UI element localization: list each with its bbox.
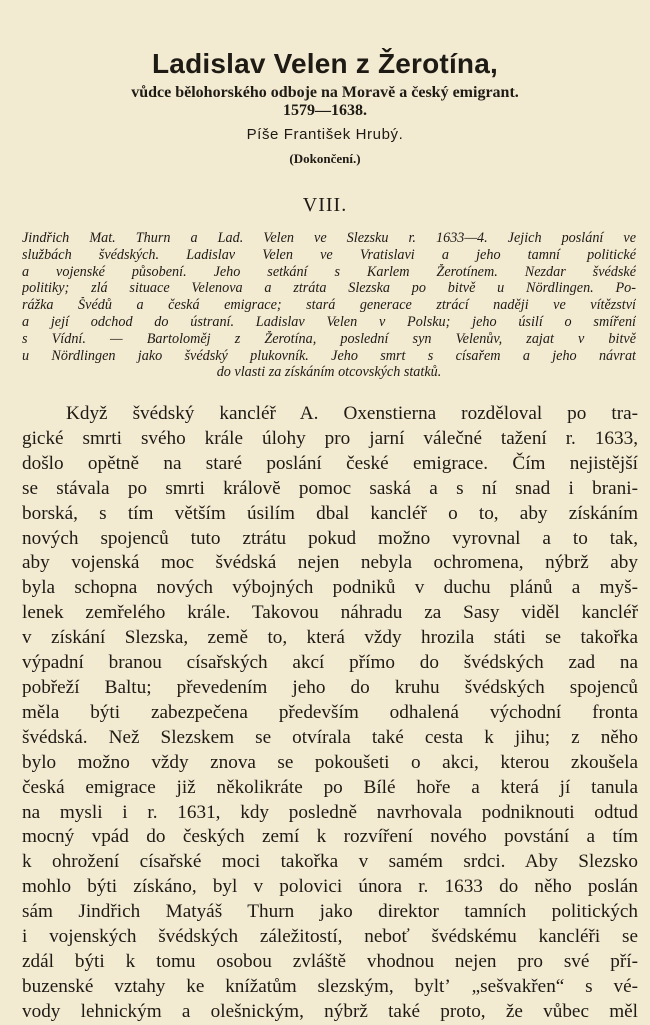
summary-line: službách švédských. Ladislav Velen ve Vratislavi a jeho tamní politické (22, 246, 636, 263)
article-title: Ladislav Velen z Žerotína, (152, 48, 498, 79)
body-line: pobřeží Baltu; převedením jeho do kruhu švédských spojenců (22, 676, 638, 698)
summary-line: a vojenské působení. Jeho setkání s Karlem Žerotínem. Nezdar švédské (22, 263, 636, 280)
body-line: aby vojenská moc švédská nejen nebyla ochromena, nýbrž aby (22, 552, 638, 574)
body-line: bylo možno vždy znova se pokoušeti o akci, kterou zkoušela (22, 751, 638, 773)
body-line: gické smrti svého krále úlohy pro jarní válečné tažení r. 1633, (22, 427, 638, 449)
article-years: 1579—1638. (283, 102, 367, 119)
body-line: i vojenských švédských záležitostí, neboť švédskému kancléři se (22, 926, 638, 948)
body-line: Když švédský kancléř A. Oxenstierna rozděloval po tra- (66, 403, 638, 424)
summary-line: rážka Švédů a česká emigrace; stará generace ztrácí naději ve vítězství (22, 297, 636, 314)
body-line: k ohrožení císařské moci takořka v samém srdci. Aby Slezsko (22, 851, 638, 873)
body-line: se stávala po smrti královĕ pomoc saská a s ní snad i brani- (22, 477, 638, 499)
body-line: na mysli i r. 1631, kdy posledně navrhovala podniknouti odtud (22, 801, 638, 823)
author-line: Píše František Hrubý. (246, 126, 404, 143)
body-line: mocný vpád do českých zemí k rozvíření nového povstání a tím (22, 826, 638, 848)
body-line: lenek zemřelého krále. Takovou náhradu za Sasy viděl kancléř (22, 602, 638, 624)
body-line: mohlo býti získáno, byl v polovici února r. 1633 do něho poslán (22, 876, 638, 898)
body-line: v získání Slezska, země to, která vždy hrozila státi se takořka (22, 627, 638, 649)
body-line: sám Jindřich Matyáš Thurn jako direktor tamních politických (22, 901, 638, 923)
body-line: nových spojenců tuto ztrátu pokud možno vyrovnal a to tak, (22, 527, 638, 549)
body-line: měla býti zabezpečena především odhalená východní fronta (22, 701, 638, 723)
body-line: byla schopna nových výbojných podniků v duchu plánů a myš- (22, 577, 638, 599)
chapter-summary (22, 230, 636, 381)
body-line: borská, s tím větším úsilím dbal kancléř o to, aby získáním (22, 502, 638, 524)
summary-line: politiky; zlá situace Velenova a ztráta Slezska po bitvě u Nördlingen. Po- (22, 280, 636, 297)
body-line: došlo opětně na staré poslání české emigrace. Čím nejistější (22, 452, 638, 474)
continuation-note: (Dokončení.) (289, 151, 361, 166)
article-subtitle: vůdce bělohorského odboje na Moravě a český emigrant. (131, 84, 519, 101)
body-line: švédská. Než Slezskem se otvírala také cesta k jihu; z něho (22, 726, 638, 748)
body-line: zdál býti k tomu osobou zvláště vhodnou nejen pro své pří- (22, 950, 638, 972)
body-text (22, 402, 638, 1025)
body-line: vody lehnickým a olešnickým, nýbrž také proto, že vůbec měl (22, 1000, 638, 1022)
summary-line: a její odchod do ústraní. Ladislav Velen v Polsku; jeho úsilí o smíření (22, 313, 636, 330)
body-line: buzenské vztahy ke knížatům slezským, byltʼ „sešvakřen“ s vé- (22, 975, 638, 997)
summary-line: s Vídní. — Bartoloměj z Žerotína, poslední syn Velenův, zajat v bitvě (22, 330, 636, 347)
chapter-heading: VIII. (302, 194, 348, 216)
summary-line: Jindřich Mat. Thurn a Lad. Velen ve Slezsku r. 1633—4. Jejich poslání ve (22, 230, 636, 246)
body-line: výpadní branou císařských akcí přímo do švédských zad na (22, 652, 638, 674)
body-line: česká emigrace již několikráte po Bílé hoře a která jí tanula (22, 776, 638, 798)
summary-line: u Nördlingen jako švédský plukovník. Jeho smrt s císařem a jeho návrat (22, 347, 636, 364)
summary-line: do vlasti za získáním otcovských statků. (216, 364, 442, 381)
